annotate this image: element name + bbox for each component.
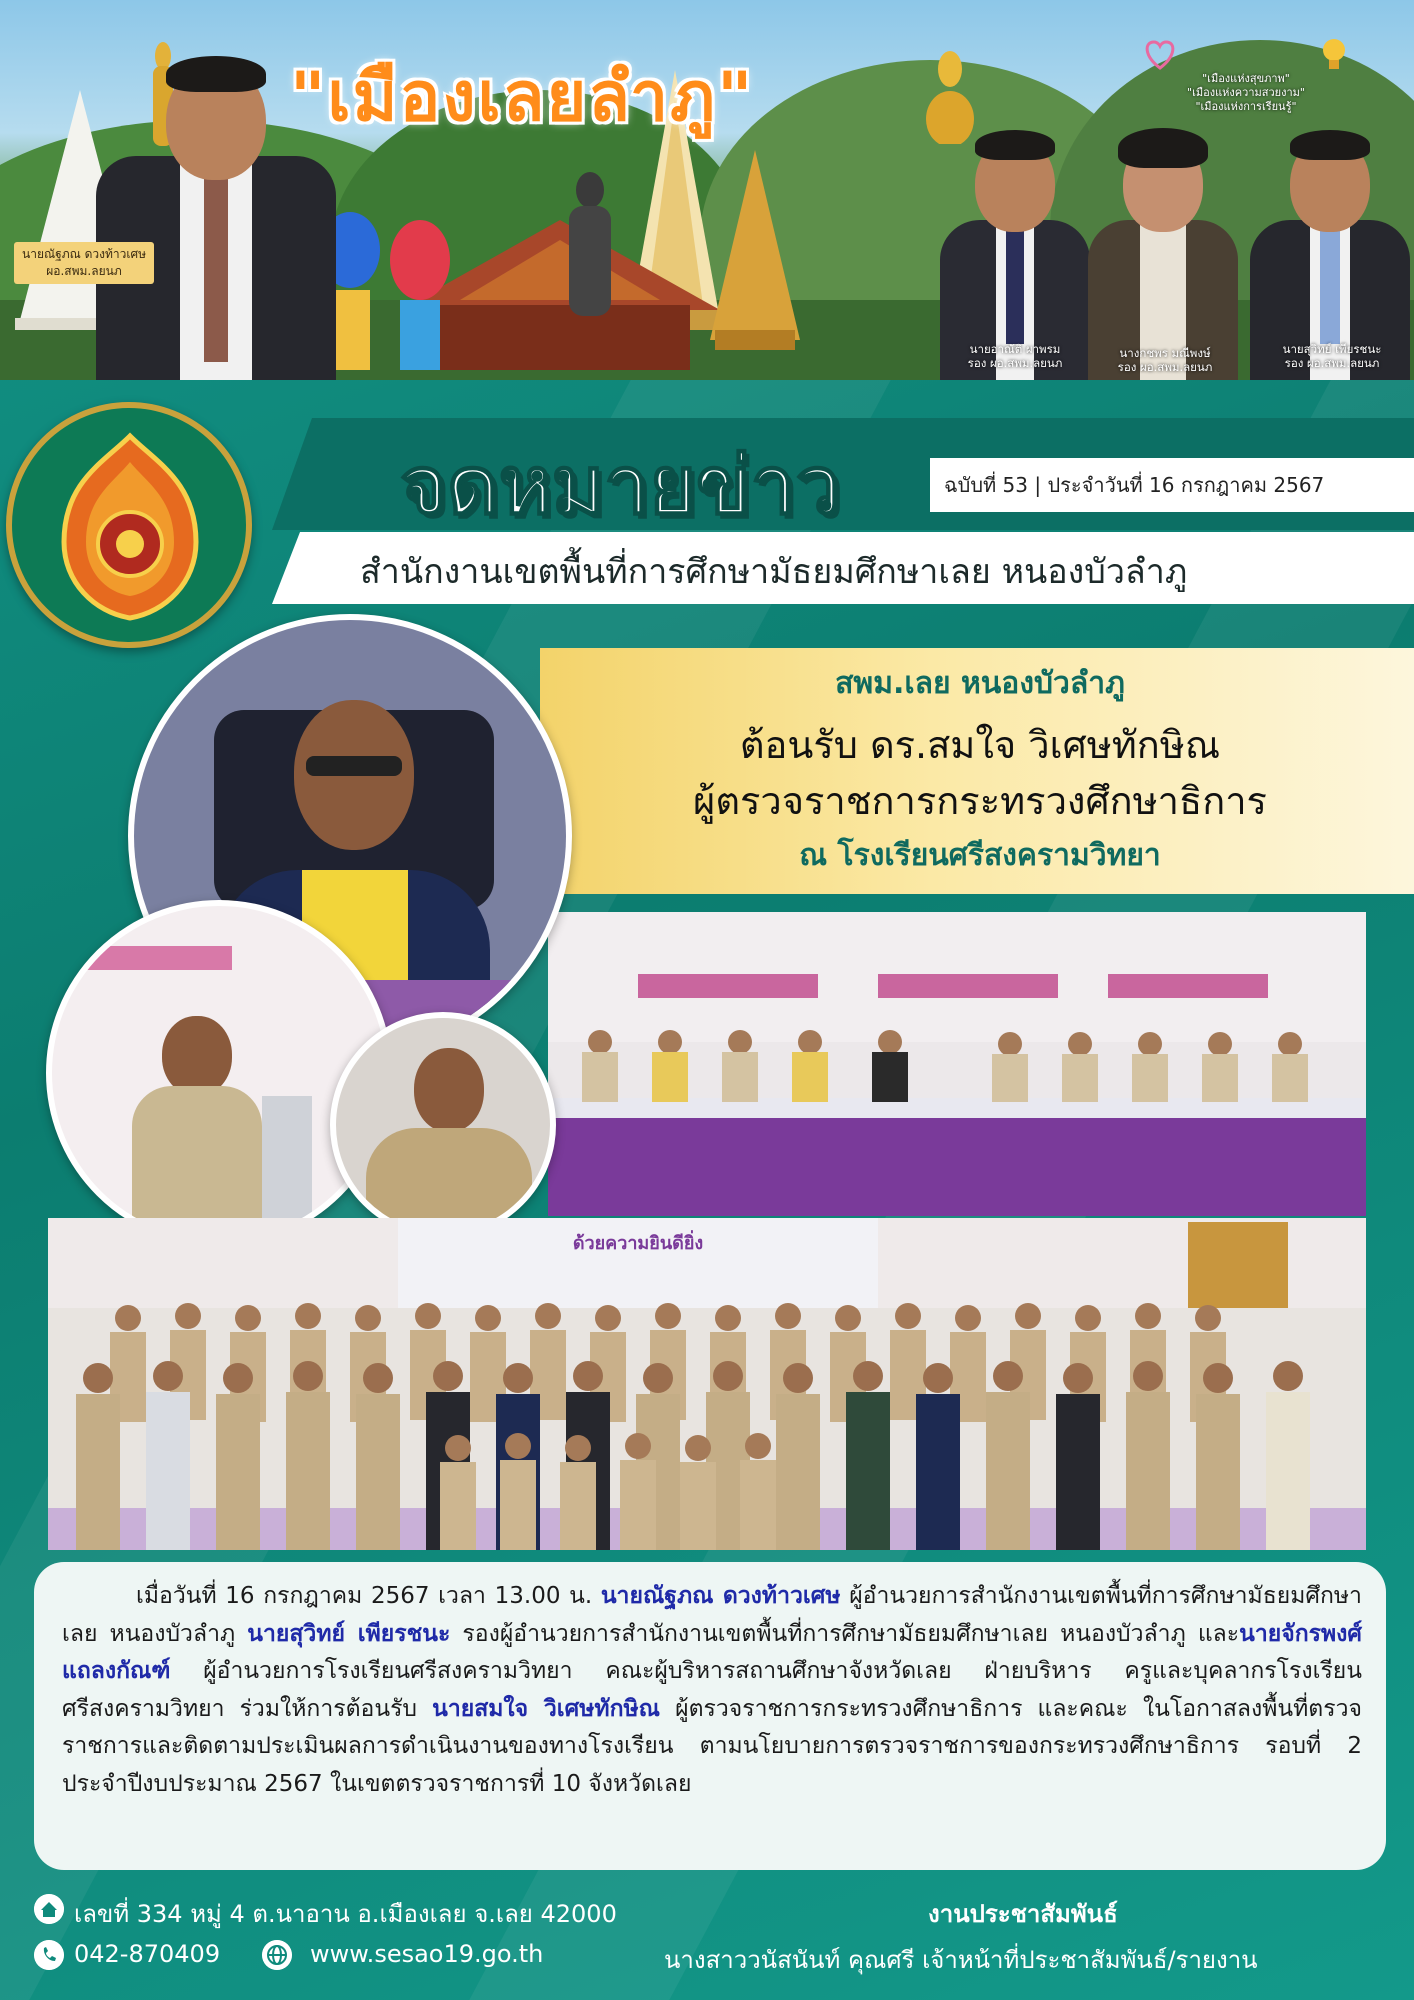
pagoda-icon [700,150,810,350]
office-name: สำนักงานเขตพื้นที่การศึกษามัธยมศึกษาเลย หนองบัวลำภู [360,552,1188,592]
header-banner [0,0,1414,380]
name-highlight: นายณัฐภณ ดวงท้าวเศษ [600,1583,841,1609]
welcome-banner: ด้วยความยินดียิ่ง [572,1233,704,1254]
address: เลขที่ 334 หมู่ 4 ต.นาอาน อ.เมืองเลย จ.เลย 42000 [74,1900,617,1928]
headline-venue: ณ โรงเรียนศรีสงครามวิทยา [799,838,1161,873]
deputy-caption [930,342,1100,370]
newsletter-title: จดหมายข่าว [400,439,841,532]
director-caption [14,242,154,284]
motto: "เมืองแห่งสุขภาพ" [1202,72,1290,85]
reporter-credit: นางสาววนัสนันท์ คุณศรี เจ้าหน้าที่ประชาสัมพันธ์/รายงาน [664,1946,1258,1974]
deputy-name: นายสุวิทย์ เพียรชนะ [1282,342,1382,356]
deputy-caption [1250,342,1414,370]
deputy-portrait [1250,120,1410,380]
meeting-photo [548,912,1366,1216]
lightbulb-icon [1318,36,1350,76]
deputy-seated-photo [330,1012,556,1238]
website-link[interactable]: www.sesao19.go.th [310,1940,544,1968]
group-photo [48,1218,1366,1550]
deputy-portrait [940,120,1090,380]
headline-line2: ผู้ตรวจราชการกระทรวงศึกษาธิการ [693,779,1267,823]
article-text-run: รองผู้อำนวยการสำนักงานเขตพื้นที่การศึกษามัธยมศึกษาเลย หนองบัวลำภู และ [450,1620,1240,1647]
motto: "เมืองแห่งความสวยงาม" [1187,86,1305,99]
heart-icon [1142,36,1178,72]
article-text-run: เมื่อวันที่ 16 กรกฎาคม 2567 เวลา 13.00 น. [136,1583,601,1609]
mottos [1176,72,1316,114]
motto: "เมืองแห่งการเรียนรู้" [1195,100,1297,113]
director-portrait [96,56,336,380]
pr-department: งานประชาสัมพันธ์ [928,1900,1118,1928]
footer [0,1880,1414,2000]
banner-title: "เมืองเลยลำภู" [290,58,755,137]
article-text-run: ผู้อำนวยการโรงเรียนศรีสงครามวิทยา คณะผู้บริหารสถานศึกษาจังหวัดเลย ฝ่ายบริหาร ครูและบุคลากรโรงเรียนศรีสงครามวิทยา ร่วมให้การต้อนรับ [62,1658,1362,1722]
deputy-name: นายอาณัติ ผาพรม [969,342,1061,356]
name-highlight: นายสมใจ วิเศษทักษิณ [432,1695,661,1722]
deputy-title: รอง ผอ.สพม.ลยนภ [1117,360,1213,374]
phone-icon [34,1940,64,1970]
group-people [48,1278,1366,1550]
deputy-title: รอง ผอ.สพม.ลยนภ [1284,356,1380,370]
headline-org: สพม.เลย หนองบัวลำภู [835,666,1125,701]
home-icon [34,1894,64,1924]
deputy-name: นางกชพร มณีพงษ์ [1119,346,1211,360]
globe-icon [262,1940,292,1970]
name-highlight: นายสุวิทย์ เพียรชนะ [247,1620,451,1647]
director-name: นายณัฐภณ ดวงท้าวเศษ [22,247,146,261]
article-text [62,1578,1362,1803]
article-text-run: ผู้ตรวจราชการกระทรวงศึกษาธิการ และคณะ ในโอกาสลงพื้นที่ตรวจราชการและติดตามประเมินผลการดำเนินงานของทางโรงเรียน ตามนโยบายการตรวจราชการของกระทรวงศึกษาธิการ รอบที่ 2 ประจำปีงบประมาณ 2567 ในเขตตรวจราชการที่ 10 จังหวัดเลย [62,1695,1362,1797]
statue-icon [555,170,625,320]
emblem-icon [46,432,214,622]
phone-number: 042-870409 [74,1940,221,1968]
director-title: ผอ.สพม.ลยนภ [46,264,122,278]
name-highlight: นายจักรพงศ์ แถลงกัณฑ์ [62,1620,1362,1684]
deputy-caption [1085,346,1245,374]
obec-logo [6,402,252,648]
headline-line1: ต้อนรับ ดร.สมใจ วิเศษทักษิณ [739,723,1221,767]
article-text-run: ผู้อำนวยการสำนักงานเขตพื้นที่การศึกษามัธยมศึกษาเลย หนองบัวลำภู [62,1583,1362,1647]
issue-info: ฉบับที่ 53 | ประจำวันที่ 16 กรกฎาคม 2567 [930,458,1414,512]
deputy-portrait [1088,120,1238,380]
deputy-title: รอง ผอ.สพม.ลยนภ [967,356,1063,370]
